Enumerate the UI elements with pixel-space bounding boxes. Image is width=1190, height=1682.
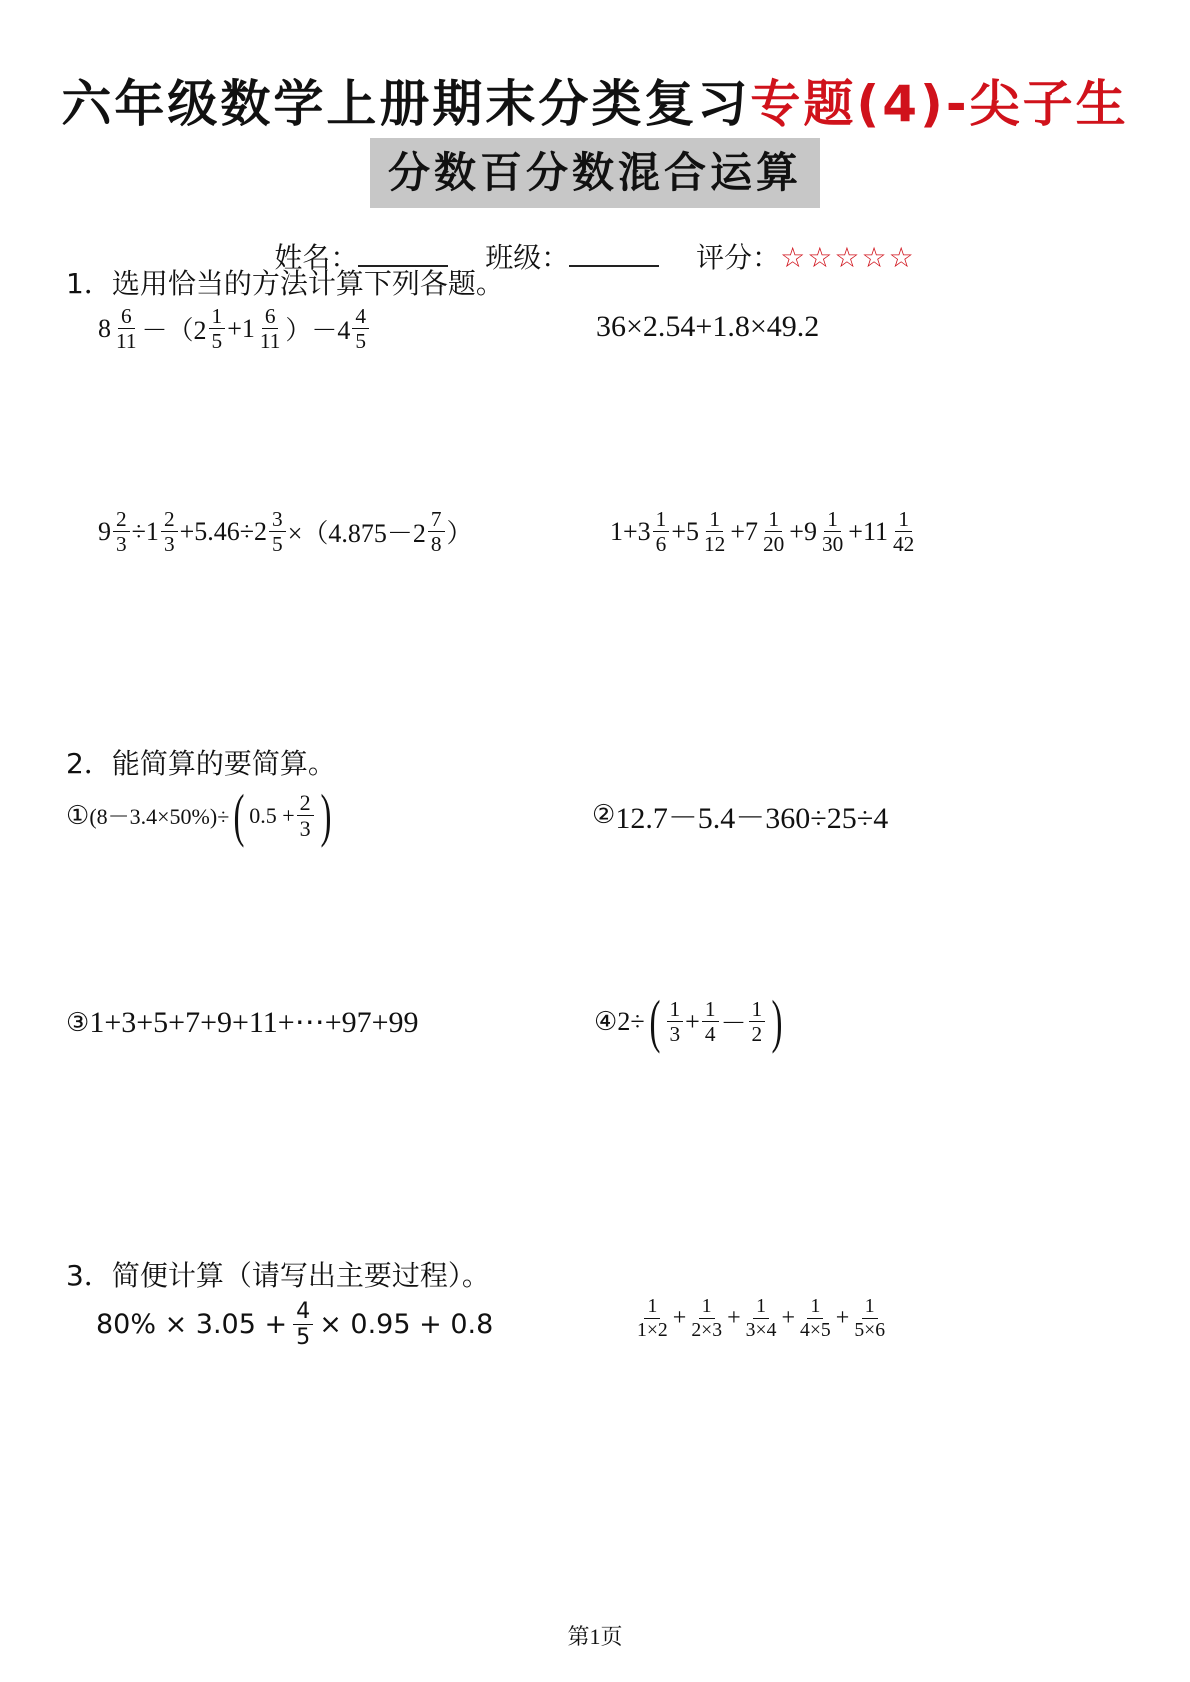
q3-problem-1 [96,1300,493,1349]
text: 1+3+5+7+9+11+⋯+97+99 [89,1006,419,1039]
title-highlight: 专题(4)-尖子生 [750,75,1129,133]
fraction [293,1300,313,1349]
numerator: 1 [702,998,719,1022]
text: +11 [848,516,888,546]
text: +1 [227,313,255,343]
numerator: 4 [352,305,369,329]
q3-heading: 3．简便计算（请写出主要过程）。 [66,1259,490,1292]
denominator: 1×2 [637,1318,668,1341]
fraction [890,508,917,556]
denominator: 4×5 [799,1318,831,1341]
denominator: 5 [355,329,367,354]
q2-problem-2 [592,793,888,837]
numerator: 1 [824,508,841,532]
denominator: 8 [430,532,442,557]
numerator: 1 [765,508,782,532]
text: 2÷ [617,1006,645,1036]
denominator: 6 [655,532,667,557]
plus-sign: + [835,1304,850,1331]
denominator: 2 [751,1022,763,1047]
denominator: 11 [116,329,137,354]
plus-sign: + [781,1304,795,1331]
numerator: 1 [667,998,684,1022]
fraction [688,1296,725,1340]
numerator: 1 [653,508,670,532]
numerator: 1 [209,305,226,329]
denominator: 42 [892,532,915,557]
numerator: 6 [118,305,135,329]
fraction [269,508,286,556]
denominator: 4 [704,1022,716,1047]
denominator: 5 [272,532,283,557]
text: －（2 [141,316,207,346]
denominator: 5×6 [854,1318,886,1341]
text: 9 [98,516,111,546]
text: +9 [789,516,817,546]
fraction [667,998,684,1046]
denominator: 5 [211,329,223,354]
text: +5.46÷2 [179,516,268,546]
fraction [701,508,728,556]
denominator: 30 [821,532,844,557]
fraction [209,305,226,353]
numerator: 1 [699,1296,715,1319]
numerator: 2 [113,508,130,532]
text: +5 [671,516,699,546]
denominator: 3 [669,1022,681,1047]
text: 8 [98,313,111,343]
name-label: 姓名： [274,241,359,274]
class-blank[interactable] [569,239,659,267]
q2-problem-4 [594,988,787,1054]
numerator: 2 [297,791,314,816]
fraction [113,305,140,353]
denominator: 3×4 [745,1318,777,1341]
denominator: 5 [296,1324,311,1351]
numerator: 2 [161,508,178,532]
q1-heading: 1．选用恰当的方法计算下列各题。 [66,267,504,300]
fraction [653,508,670,556]
q1-problem-4 [610,508,919,556]
numerator: 1 [644,1296,660,1319]
subtitle: 分数百分数混合运算 [370,138,820,208]
fraction [297,791,314,840]
text: ） [446,519,473,549]
fraction [634,1296,671,1340]
denominator: 12 [704,532,726,557]
circled-number: ④ [594,1006,618,1037]
class-label: 班级： [485,241,570,274]
plus-sign: + [672,1304,687,1331]
numerator: 3 [269,508,286,532]
fraction [851,1296,888,1340]
numerator: 6 [262,305,279,329]
numerator: 1 [895,508,912,532]
left-paren: ( [233,782,245,848]
fraction [161,508,178,556]
numerator: 7 [428,508,445,532]
denominator: 20 [762,532,785,557]
fraction [257,305,284,353]
fraction [819,508,846,556]
numerator: 4 [293,1300,313,1325]
text: 80% × 3.05 + [96,1309,288,1341]
right-paren: ) [771,988,783,1054]
text: × 0.95 + 0.8 [319,1309,494,1341]
text: ÷1 [131,516,159,546]
left-paren: ( [649,988,661,1054]
plus-sign: + [727,1304,741,1331]
text: ×（4.875－2 [287,519,426,549]
numerator: 1 [749,998,766,1022]
fraction [749,998,766,1046]
q3-problem-2 [632,1296,890,1340]
subtitle-wrap [0,138,1190,208]
denominator: 3 [163,532,175,557]
text: + [685,1006,700,1036]
page-title [0,64,1190,136]
q2-heading: 2．能简算的要简算。 [66,747,336,780]
text: ）－4 [285,316,351,346]
title-main: 六年级数学上册期末分类复习 [61,75,751,133]
fraction [760,508,787,556]
q2-problem-3 [66,1005,419,1040]
numerator: 1 [807,1296,823,1319]
score-stars: ☆☆☆☆☆ [780,241,916,274]
fraction [702,998,719,1046]
fraction [352,305,369,353]
fraction [797,1296,834,1340]
numerator: 1 [862,1296,878,1319]
right-paren: ) [320,782,332,848]
fraction [428,508,445,556]
circled-number: ① [66,800,90,831]
denominator: 2×3 [691,1318,723,1341]
q1-problem-3 [98,508,473,556]
numerator: 1 [753,1296,769,1319]
denominator: 3 [116,532,127,557]
fraction [113,508,130,556]
denominator: 3 [299,816,311,842]
circled-number: ② [592,800,616,830]
fraction [743,1296,780,1340]
text: (8－3.4×50%)÷ [89,804,230,830]
score-label: 评分： [696,241,781,274]
text: 1+3 [610,516,651,546]
q2-problem-1 [66,782,336,848]
text: 12.7－5.4－360÷25÷4 [615,802,889,835]
denominator: 11 [259,329,281,354]
q1-problem-1 [98,305,371,353]
q1-problem-2: 36×2.54+1.8×49.2 [596,310,820,343]
page-number: 第1页 [567,1624,623,1649]
text: － [720,1009,747,1039]
numerator: 1 [706,508,723,532]
text: +7 [730,516,758,546]
circled-number: ③ [66,1007,90,1038]
text: 0.5 + [249,802,295,828]
